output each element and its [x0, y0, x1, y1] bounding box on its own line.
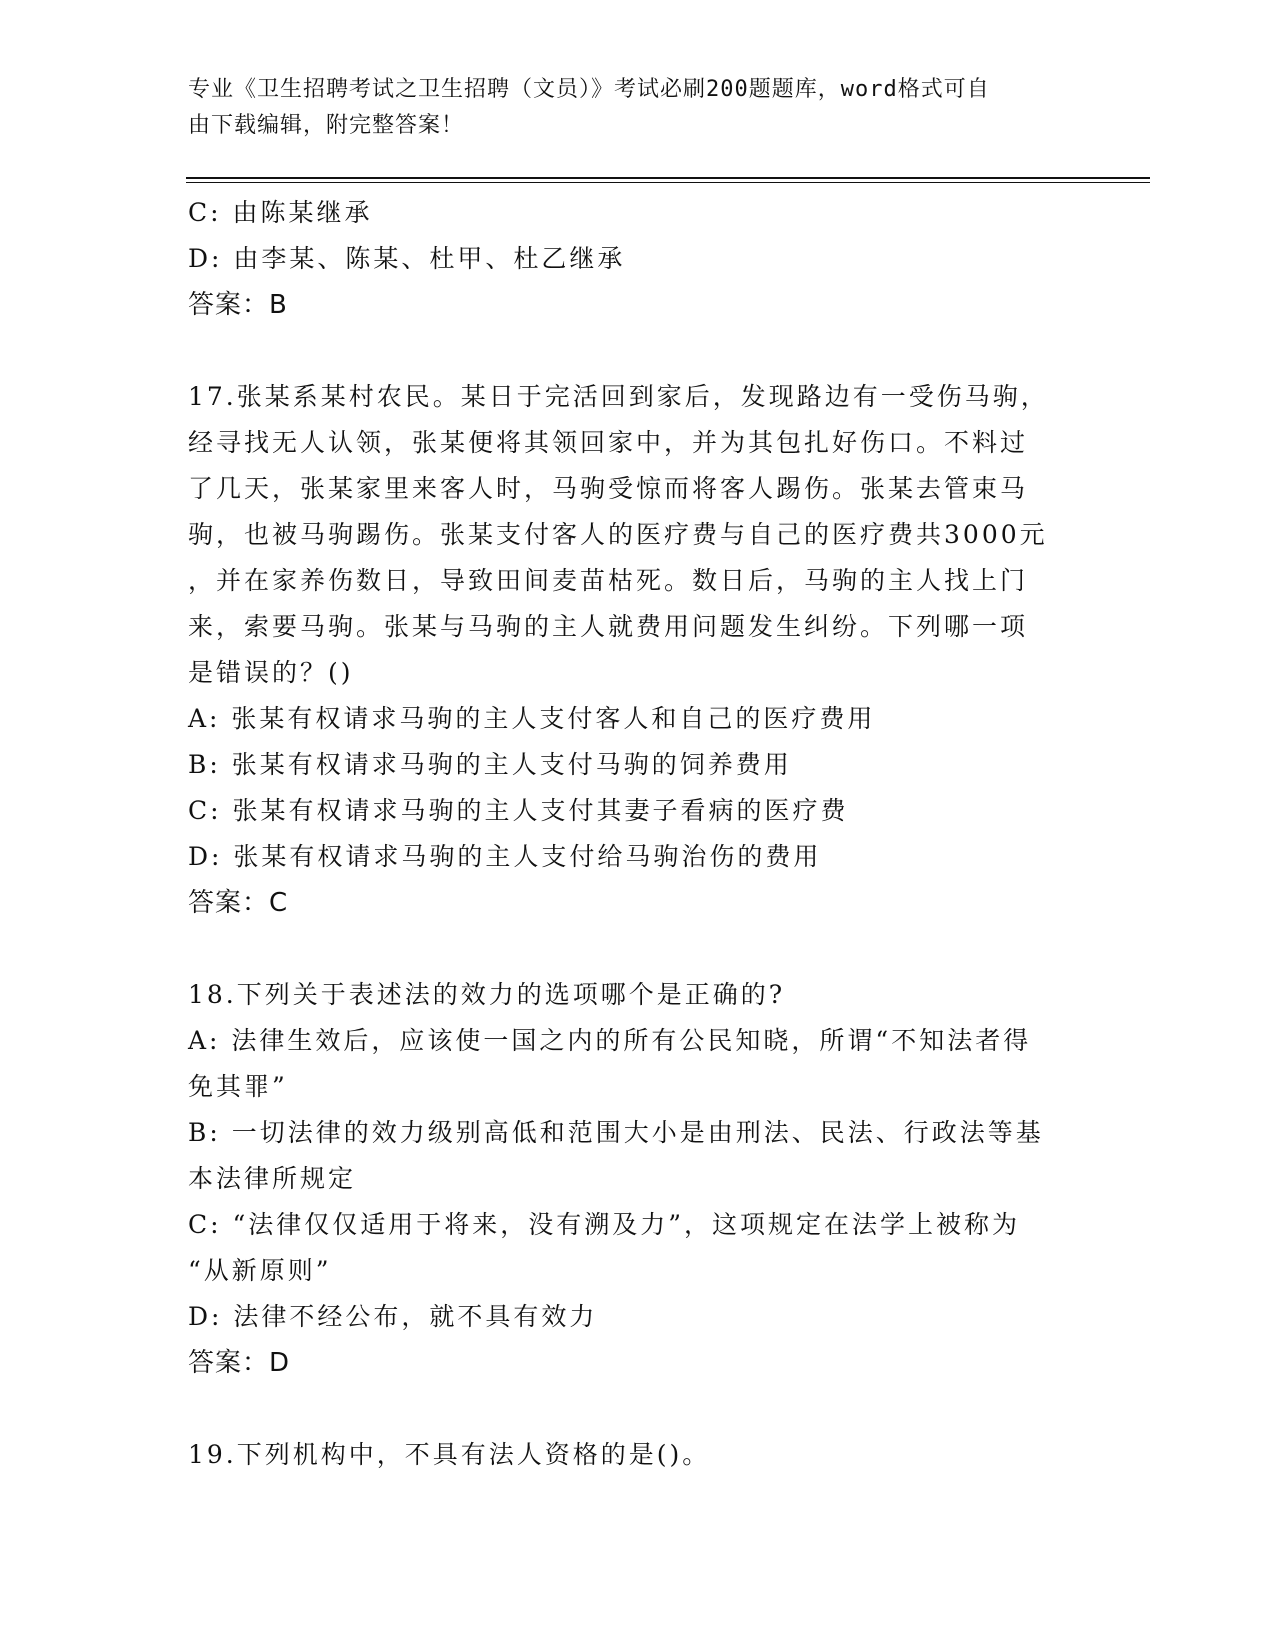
spacer [188, 1386, 1078, 1432]
option-d: D: 法律不经公布，就不具有效力 [188, 1302, 598, 1331]
question-stem-line: 了几天，张某家里来客人时，马驹受惊而将客人踢伤。张某去管束马 [188, 474, 1029, 503]
document-body [188, 190, 1078, 1478]
option-d: D: 张某有权请求马驹的主人支付给马驹治伤的费用 [188, 842, 822, 871]
option-a-line-1: A: 法律生效后，应该使一国之内的所有公民知晓，所谓“不知法者得 [188, 1026, 1032, 1055]
question-stem-line: 17.张某系某村农民。某日于完活回到家后，发现路边有一受伤马驹， [188, 382, 1049, 411]
question-17 [188, 374, 1078, 926]
question-18 [188, 972, 1078, 1386]
answer: 答案：D [188, 1348, 291, 1378]
option-b-line-1: B: 一切法律的效力级别高低和范围大小是由刑法、民法、行政法等基 [188, 1118, 1044, 1147]
option-c-line-1: C: “法律仅仅适用于将来，没有溯及力”，这项规定在法学上被称为 [188, 1210, 1021, 1239]
option-d: D: 由李某、陈某、杜甲、杜乙继承 [188, 244, 626, 273]
option-c: C: 张某有权请求马驹的主人支付其妻子看病的医疗费 [188, 796, 849, 825]
option-c-line-2: “从新原则” [188, 1256, 332, 1285]
header-rule-thick [186, 177, 1150, 179]
option-b-line-2: 本法律所规定 [188, 1164, 357, 1193]
answer: 答案：C [188, 888, 289, 918]
spacer [188, 328, 1078, 374]
question-stem: 18.下列关于表述法的效力的选项哪个是正确的? [188, 980, 786, 1009]
question-16-continued [188, 190, 1078, 328]
question-stem-line: ，并在家养伤数日，导致田间麦苗枯死。数日后，马驹的主人找上门 [188, 566, 1029, 595]
header-line-1: 专业《卫生招聘考试之卫生招聘（文员）》考试必刷200题题库，word格式可自 [188, 77, 990, 102]
answer: 答案：B [188, 290, 288, 320]
question-stem-line: 经寻找无人认领，张某便将其领回家中，并为其包扎好伤口。不料过 [188, 428, 1029, 457]
question-stem-line: 来，索要马驹。张某与马驹的主人就费用问题发生纠纷。下列哪一项 [188, 612, 1029, 641]
question-19 [188, 1432, 1078, 1478]
question-stem: 19.下列机构中，不具有法人资格的是()。 [188, 1440, 711, 1469]
option-a-line-2: 免其罪” [188, 1072, 288, 1101]
option-b: B: 张某有权请求马驹的主人支付马驹的饲养费用 [188, 750, 792, 779]
question-stem-line: 驹，也被马驹踢伤。张某支付客人的医疗费与自己的医疗费共3000元 [188, 520, 1048, 549]
spacer [188, 926, 1078, 972]
header-line-2: 由下载编辑，附完整答案！ [188, 113, 465, 138]
question-stem-line: 是错误的？() [188, 658, 354, 687]
option-a: A: 张某有权请求马驹的主人支付客人和自己的医疗费用 [188, 704, 876, 733]
header-rule-thin [186, 182, 1150, 183]
option-c: C: 由陈某继承 [188, 198, 373, 227]
document-header [188, 72, 1068, 144]
